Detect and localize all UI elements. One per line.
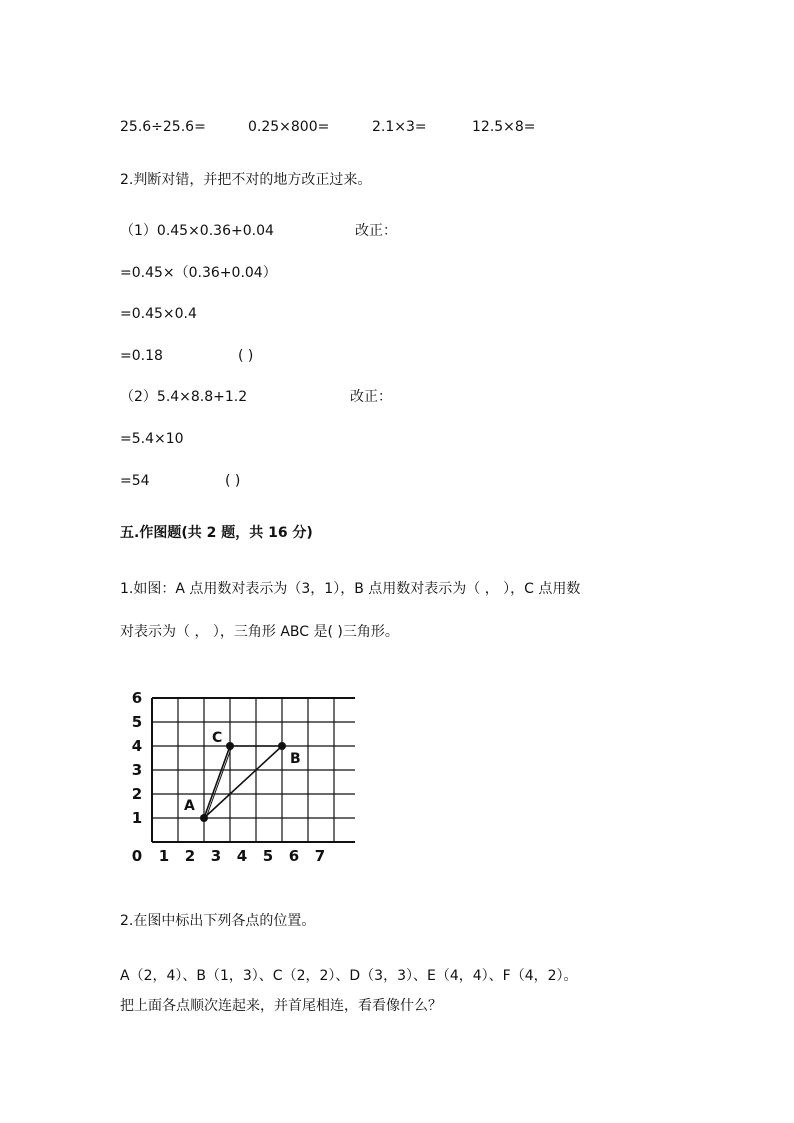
calc-item-4: 12.5×8= xyxy=(472,119,536,135)
calc-item-1: 25.6÷25.6= xyxy=(120,119,206,135)
q2-part2-expression: （2）5.4×8.8+1.2 xyxy=(120,389,248,405)
triangle-abc xyxy=(184,730,301,822)
q2-part2-answer-blank[interactable]: ( ) xyxy=(225,473,241,489)
section5-q1-line2: 对表示为（ ， ），三角形 ABC 是( )三角形。 xyxy=(120,624,399,640)
section5-title: 五.作图题(共 2 题，共 16 分) xyxy=(120,525,313,541)
x-axis-label: 1 xyxy=(158,847,170,865)
point-label-c: C xyxy=(212,730,223,746)
x-axis-label: 7 xyxy=(314,847,326,865)
q2-part1-answer-blank[interactable]: ( ) xyxy=(238,348,254,364)
section5-q2-line1: 2.在图中标出下列各点的位置。 xyxy=(120,913,316,929)
y-axis-label: 6 xyxy=(131,689,143,707)
x-axis-label: 6 xyxy=(288,847,300,865)
q2-part1-step2: =0.45×0.4 xyxy=(120,306,197,322)
q2-part2-correction-label: 改正： xyxy=(350,389,392,405)
y-axis-label: 3 xyxy=(131,761,143,779)
triangle-edge xyxy=(204,746,230,818)
x-axis-label: 4 xyxy=(236,847,248,865)
calc-item-3: 2.1×3= xyxy=(372,119,427,135)
x-axis-label: 0 xyxy=(131,847,143,865)
point-b xyxy=(278,742,286,750)
y-axis-label: 4 xyxy=(131,737,143,755)
section5-q2-line3: 把上面各点顺次连起来，并首尾相连，看看像什么？ xyxy=(120,998,442,1014)
y-axis-label: 2 xyxy=(131,785,143,803)
point-label-a: A xyxy=(184,798,195,814)
q2-part2-step2: =54 xyxy=(120,473,150,489)
q2-title: 2.判断对错，并把不对的地方改正过来。 xyxy=(120,172,372,188)
triangle-edge xyxy=(204,746,282,818)
q2-part1-step1: =0.45×（0.36+0.04） xyxy=(120,265,277,281)
grid-lines xyxy=(152,698,355,842)
section5-q1-line1: 1.如图：A 点用数对表示为（3，1），B 点用数对表示为（ ， ），C 点用数 xyxy=(120,581,581,597)
point-label-b: B xyxy=(290,751,301,767)
q2-part1-expression: （1）0.45×0.36+0.04 xyxy=(120,223,274,239)
y-axis-label: 5 xyxy=(131,713,143,731)
calc-item-2: 0.25×800= xyxy=(248,119,330,135)
point-a xyxy=(200,814,208,822)
q2-part1-step3: =0.18 xyxy=(120,348,163,364)
x-axis-label: 3 xyxy=(210,847,222,865)
point-c xyxy=(226,742,234,750)
section5-q2-line2: A（2，4）、B（1，3）、C（2，2）、D（3，3）、E（4，4）、F（4，2）。 xyxy=(120,968,578,984)
y-axis-label: 1 xyxy=(131,809,143,827)
q2-part2-step1: =5.4×10 xyxy=(120,431,184,447)
q2-part1-correction-label: 改正： xyxy=(355,223,397,239)
x-axis-label: 5 xyxy=(262,847,274,865)
triangle-edge xyxy=(206,746,232,818)
axis-labels xyxy=(132,689,325,865)
coordinate-grid-figure xyxy=(125,685,355,865)
x-axis-label: 2 xyxy=(184,847,196,865)
